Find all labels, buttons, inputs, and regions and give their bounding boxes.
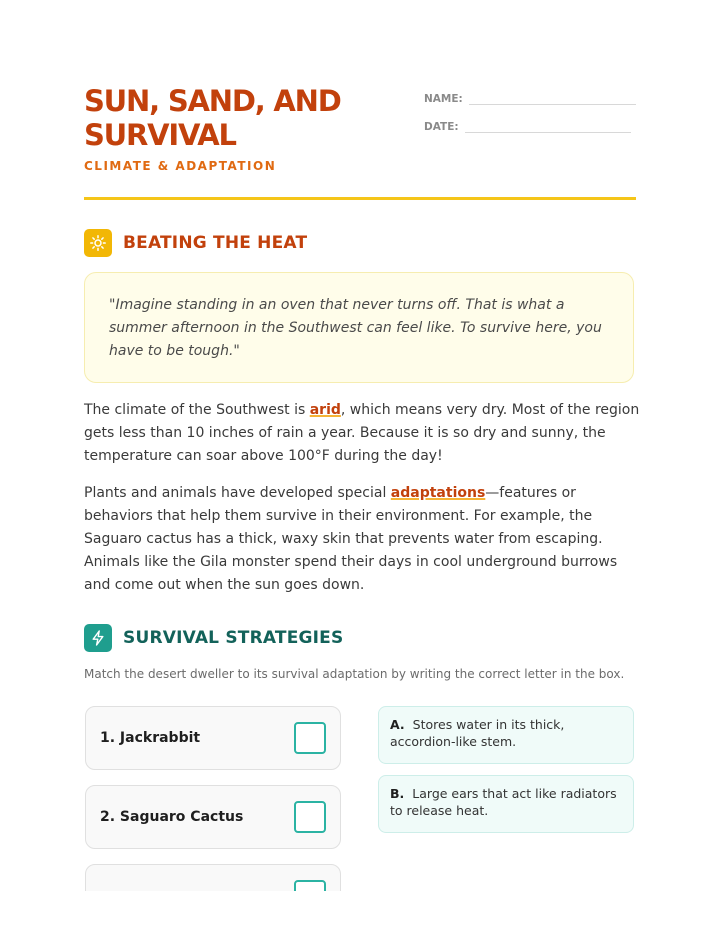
section-heading-heat xyxy=(84,229,307,257)
answer-box[interactable] xyxy=(294,722,326,754)
dweller-label: 1. Jackrabbit xyxy=(100,730,201,746)
matching-instructions: Match the desert dweller to its survival adaptation by writing the correct letter in the box. xyxy=(84,667,625,681)
section-heading-strategies xyxy=(84,624,343,652)
quote-box: "Imagine standing in an oven that never turns off. That is what a summer afternoon in the Southwest can feel like. To survive here, you have to be tough." xyxy=(84,272,634,383)
header-divider xyxy=(84,197,636,200)
section-title-strategies: SURVIVAL STRATEGIES xyxy=(123,628,344,648)
paragraph-adaptations xyxy=(84,482,640,597)
page-subtitle: CLIMATE & ADAPTATION xyxy=(84,159,277,173)
adaptation-option xyxy=(378,706,634,764)
date-field[interactable] xyxy=(424,116,636,133)
option-letter: B. xyxy=(390,786,405,801)
option-letter: A. xyxy=(390,717,405,732)
name-label: NAME: xyxy=(424,93,463,105)
student-fields xyxy=(424,88,636,144)
answer-box[interactable] xyxy=(294,801,326,833)
section-title-heat: BEATING THE HEAT xyxy=(123,233,308,253)
dweller-label: 2. Saguaro Cactus xyxy=(100,809,244,825)
vocab-term-arid: arid xyxy=(309,402,341,418)
sun-icon xyxy=(84,229,112,257)
page-bottom-mask xyxy=(0,891,720,932)
option-text: Stores water in its thick, accordion-like stem. xyxy=(390,717,565,749)
date-line[interactable] xyxy=(465,115,631,133)
vocab-term-adaptations: adaptations xyxy=(390,485,486,501)
adaptation-option xyxy=(378,775,634,833)
paragraph-text: Plants and animals have developed special xyxy=(84,485,391,501)
page-title: SUN, SAND, AND SURVIVAL xyxy=(84,84,341,152)
paragraph-text: —features or behaviors that help them survive in their environment. For example, the Saguaro cactus has a thick, waxy skin that prevents water from escaping. Animals like the Gila monster spend their days in cool underground burrows and come out when the sun goes down. xyxy=(84,485,618,593)
date-label: DATE: xyxy=(424,121,459,133)
paragraph-climate xyxy=(84,399,640,468)
paragraph-text: , which means very dry. Most of the region gets less than 10 inches of rain a year. Because it is so dry and sunny, the temperature can soar above 100°F during the day! xyxy=(84,402,640,464)
dweller-card xyxy=(85,706,341,770)
name-field[interactable] xyxy=(424,88,636,105)
lightning-icon xyxy=(84,624,112,652)
paragraph-text: The climate of the Southwest is xyxy=(84,402,310,418)
option-text: Large ears that act like radiators to release heat. xyxy=(390,786,617,818)
dweller-card xyxy=(85,785,341,849)
name-line[interactable] xyxy=(469,87,636,105)
